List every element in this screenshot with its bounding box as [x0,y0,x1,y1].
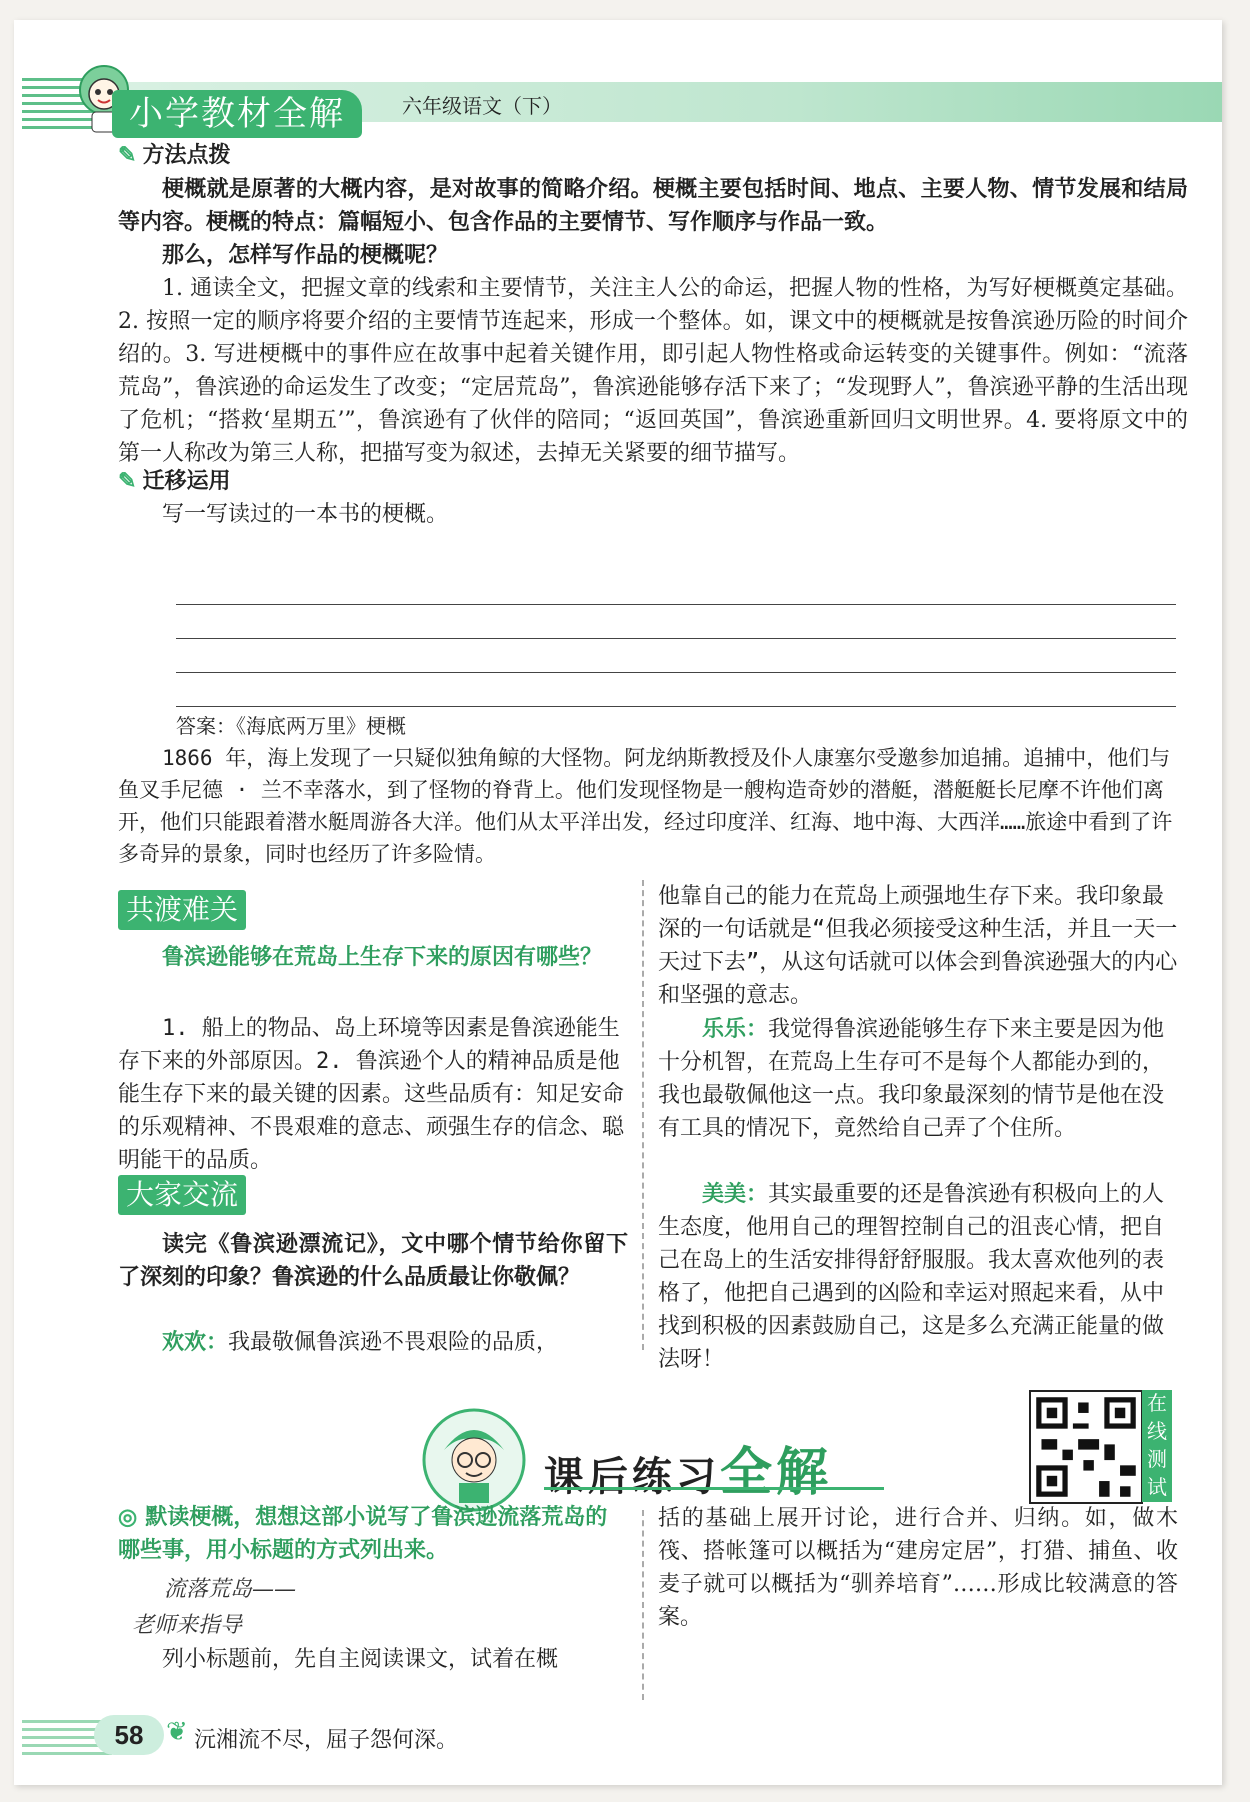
brand-title: 小学教材全解 [112,90,362,138]
pencil-icon: ✎ [118,142,137,167]
speaker-name: 欢欢： [162,1329,229,1354]
student-avatar-icon [419,1405,529,1515]
gongdu-answer: 1. 船上的物品、岛上环境等因素是鲁滨逊能生存下来的外部原因。2. 鲁滨逊个人的精神品质是他能生存下来的最关键的因素。这些品质有：知足安命的乐观精神、不畏艰难的意志、顽强生存的信念、聪明能干的品质。 [118,1016,625,1173]
handwritten-note-1: 流落荒岛—— [164,1577,297,1602]
method-title: 方法点拨 [142,142,231,167]
leaf-icon: ❦ [166,1717,188,1747]
online-test-label: 在线测试 [1142,1390,1172,1502]
handwritten-note-2: 老师来指导 [132,1613,243,1638]
speaker-text: 其实最重要的还是鲁滨逊有积极向上的人生态度，他用自己的理智控制自己的沮丧心情，把自己在岛上的生活安排得舒舒服服。我太喜欢他列的表格了，他把自己遇到的凶险和幸运对照起来看，从中找到积极的因素鼓励自己，这是多么充满正能量的做法呀！ [658,1182,1165,1372]
column-divider [642,1510,644,1700]
transfer-prompt: 写一写读过的一本书的梗概。 [162,502,449,527]
answer-text: 1866 年，海上发现了一只疑似独角鲸的大怪物。阿龙纳斯教授及仆人康塞尔受邀参加追捕。追捕中，他们与鱼叉手尼德 · 兰不幸落水，到了怪物的脊背上。他们发现怪物是一艘构造奇妙的潜艇，潜艇艇长尼摩不许他们离开，他们只能跟着潜水艇周游各大洋。他们从太平洋出发，经过印度洋、红海、地中海、大西洋……旅途中看到了许多奇异的景象，同时也经历了许多险情。 [118,746,1173,866]
lele-reply [658,1012,1178,1145]
question-icon: ◎ [118,1504,138,1529]
method-question: 那么，怎样写作品的梗概呢？ [162,242,449,267]
page-number: 58 [94,1715,164,1755]
page [14,20,1222,1785]
homework-title-a: 课后练习 [544,1455,720,1499]
footer-quote: 沅湘流不尽，屈子怨何深。 [194,1727,459,1752]
speaker-name: 乐乐： [702,1016,769,1041]
method-body: 1. 通读全文，把握文章的线索和主要情节，关注主人公的命运，把握人物的性格，为写好梗概奠定基础。2. 按照一定的顺序将要介绍的主要情节连起来，形成一个整体。如，课文中的梗概就是按鲁滨逊历险的时间介绍的。3. 写进梗概中的事件应在故事中起着关键作用，即引起人物性格或命运转变的关键事件。例如：“流落荒岛”，鲁滨逊的命运发生了改变；“定居荒岛”，鲁滨逊能够存活下来了；“发现野人”，鲁滨逊平静的生活出现了危机；“搭救‘星期五’”，鲁滨逊有了伙伴的陪同；“返回英国”，鲁滨逊重新回归文明世界。4. 要将原文中的第一人称改为第三人称，把描写变为叙述，去掉无关紧要的细节描写。 [118,276,1188,466]
gongdu-tag: 共渡难关 [118,890,246,930]
homework-title-b: 全解 [720,1444,833,1502]
meimei-reply [658,1177,1178,1376]
homework-question-text: 默读梗概，想想这部小说写了鲁滨逊流落荒岛的哪些事，用小标题的方式列出来。 [118,1504,608,1562]
answer-line [176,638,1176,639]
transfer-title: 迁移运用 [142,468,231,493]
answer-line [176,706,1176,707]
transfer-heading [118,464,230,495]
answer-line [176,672,1176,673]
grade-label: 六年级语文（下） [402,96,562,118]
speaker-text: 我最敬佩鲁滨逊不畏艰险的品质， [228,1330,559,1355]
answer-line [176,604,1176,605]
homework-answer-right: 括的基础上展开讨论，进行合并、归纳。如，做木筏、搭帐篷可以概括为“建房定居”，打猎、捕鱼、收麦子就可以概括为“驯养培育”……形成比较满意的答案。 [658,1506,1178,1630]
dajia-question: 读完《鲁滨逊漂流记》，文中哪个情节给你留下了深刻的印象？鲁滨逊的什么品质最让你敬佩？ [118,1231,628,1289]
homework-question [118,1500,628,1566]
speaker-name: 美美： [702,1181,769,1206]
right-continuation: 他靠自己的能力在荒岛上顽强地生存下来。我印象最深的一句话就是“但我必须接受这种生活，并且一天一天过下去”，从这句话就可以体会到鲁滨逊强大的内心和坚强的意志。 [658,884,1178,1008]
answer-label: 答案：《海底两万里》梗概 [176,714,406,738]
homework-title [544,1430,832,1505]
pencil-icon: ✎ [118,468,137,493]
dajia-tag: 大家交流 [118,1175,246,1215]
homework-answer-left: 列小标题前，先自主阅读课文，试着在概 [162,1647,559,1672]
method-intro: 梗概就是原著的大概内容，是对故事的简略介绍。梗概主要包括时间、地点、主要人物、情节发展和结局等内容。梗概的特点：篇幅短小、包含作品的主要情节、写作顺序与作品一致。 [118,176,1188,234]
huanhuan-reply [162,1326,632,1359]
homework-underline [544,1487,884,1490]
column-divider [642,880,644,1350]
gongdu-question: 鲁滨逊能够在荒岛上生存下来的原因有哪些？ [162,944,603,969]
qr-code-icon[interactable] [1029,1390,1143,1504]
method-heading [118,138,230,169]
speaker-text: 我觉得鲁滨逊能够生存下来主要是因为他十分机智，在荒岛上生存可不是每个人都能办到的，我也最敬佩他这一点。我印象最深刻的情节是他在没有工具的情况下，竟然给自己弄了个住所。 [658,1017,1165,1141]
